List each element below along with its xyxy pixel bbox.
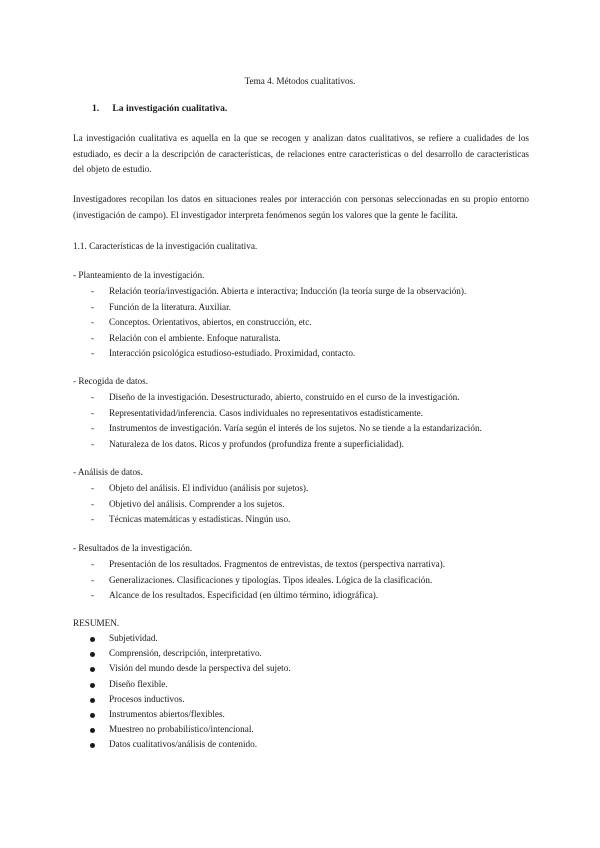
dash-marker: - [91,348,95,358]
group-analisis [73,466,543,529]
list-item-text: Diseño de la investigación. Desestructurado, abierto, construido en el curso de la investigación. [109,392,460,402]
list-item-text: Naturaleza de los datos. Ricos y profundos (profundiza frente a superficialidad). [109,438,404,449]
list-item-text: Objetivo del análisis. Comprender a los sujetos. [109,498,285,509]
dash-list [73,482,543,529]
list-item-text: Alcance de los resultados. Especificidad (en último término, idiográfica). [109,590,379,600]
list-item-text: Generalizaciones. Clasificaciones y tipologías. Tipos ideales. Lógica de la clasificación. [109,574,433,585]
list-item [73,738,543,753]
dash-marker: - [91,317,95,327]
bullet-icon [90,667,95,672]
list-item-text: Relación con el ambiente. Enfoque naturalista. [109,332,281,343]
list-item-text: Técnicas matemáticas y estadísticas. Ningún uso. [109,514,291,524]
group-recogida [73,375,543,453]
list-item-text: Visión del mundo desde la perspectiva del sujeto. [109,663,291,674]
list-item [73,407,543,423]
summary-section [73,617,543,754]
list-item-text: Conceptos. Orientativos, abiertos, en construcción, etc. [109,317,312,327]
paragraph-2: Investigadores recopilan los datos en situaciones reales por interacción con personas seleccionadas en su propio entorno (investigación de campo). El investigador interpreta fenómenos según los valores que la gente le facilita. [73,194,529,220]
list-item-text: Procesos inductivos. [109,693,185,704]
list-item [73,301,543,317]
list-item-text: Presentación de los resultados. Fragmentos de entrevistas, de textos (perspectiva narrativa). [109,559,446,569]
list-item-text: Relación teoría/investigación. Abierta e interactiva; Inducción (la teoría surge de la observación). [109,286,467,296]
dash-list [73,391,543,453]
dash-marker: - [91,590,95,600]
dash-marker: - [91,438,95,449]
bullet-icon [90,698,95,703]
list-item-text: Interacción psicológica estudioso-estudiado. Proximidad, contacto. [109,348,356,358]
list-item-text: Objeto del análisis. El individuo (análisis por sujetos). [109,483,309,493]
list-item [73,693,543,708]
section-heading-text: La investigación cualitativa. [112,103,228,114]
list-item [73,482,543,498]
list-item [73,589,543,605]
bullet-icon [90,637,95,642]
bullet-icon [90,652,95,657]
list-item-text: Comprensión, descripción, interpretativo. [109,648,262,659]
list-item [73,558,543,574]
list-item [73,498,543,514]
summary-heading: RESUMEN. [73,618,120,628]
document-title: Tema 4. Métodos cualitativos. [244,76,356,86]
list-item-text: Muestreo no probabilístico/intencional. [109,724,254,735]
list-item-text: Representatividad/inferencia. Casos individuales no representativos estadísticamente. [109,407,424,418]
dash-marker: - [91,392,95,402]
list-item-text: Función de la literatura. Auxiliar. [109,301,231,312]
list-item [73,647,543,662]
dash-marker: - [91,574,95,585]
list-item [73,438,543,454]
group-resultados [73,542,543,605]
dash-list [73,285,543,363]
group-heading: - Resultados de la investigación. [73,543,193,553]
dash-marker: - [91,407,95,418]
list-item [73,513,543,529]
dash-marker: - [91,483,95,493]
dash-marker: - [91,423,95,433]
group-heading: - Análisis de datos. [73,467,143,477]
section-number: 1. [92,103,100,114]
list-item-text: Instrumentos de investigación. Varía según el interés de los sujetos. No se tiende a la estandarización. [109,423,482,433]
list-item [73,347,543,363]
list-item [73,285,543,301]
bullet-icon [90,728,95,733]
list-item [73,662,543,677]
list-item [73,316,543,332]
bullet-icon [90,683,95,688]
list-item [73,391,543,407]
section-heading [92,103,227,116]
dash-marker: - [91,301,95,312]
bullet-icon [90,743,95,748]
subsection-heading: 1.1. Características de la investigación cualitativa. [73,241,258,251]
dash-marker: - [91,559,95,569]
group-planteamiento [73,269,543,363]
list-item [73,678,543,693]
dash-list [73,558,543,605]
paragraph-1: La investigación cualitativa es aquella en la que se recogen y analizan datos cualitativos, se refiere a cualidades de los estudiado, es decir a la descripción de características, de relaciones entre características o del desarrollo de características del objeto de estudio. [73,133,529,174]
group-heading: - Recogida de datos. [73,376,149,386]
list-item [73,708,543,723]
dash-marker: - [91,514,95,524]
list-item-text: Instrumentos abiertos/flexibles. [109,708,225,719]
list-item-text: Subjetividad. [109,633,158,643]
bullet-icon [90,713,95,718]
list-item-text: Datos cualitativos/análisis de contenido. [109,739,257,750]
list-item [73,422,543,438]
list-item [73,723,543,738]
list-item [73,574,543,590]
list-item-text: Diseño flexible. [109,678,168,689]
list-item [73,632,543,647]
dash-marker: - [91,498,95,509]
dash-marker: - [91,332,95,343]
list-item [73,332,543,348]
dash-marker: - [91,286,95,296]
bullet-list [73,632,543,754]
group-heading: - Planteamiento de la investigación. [73,270,205,280]
